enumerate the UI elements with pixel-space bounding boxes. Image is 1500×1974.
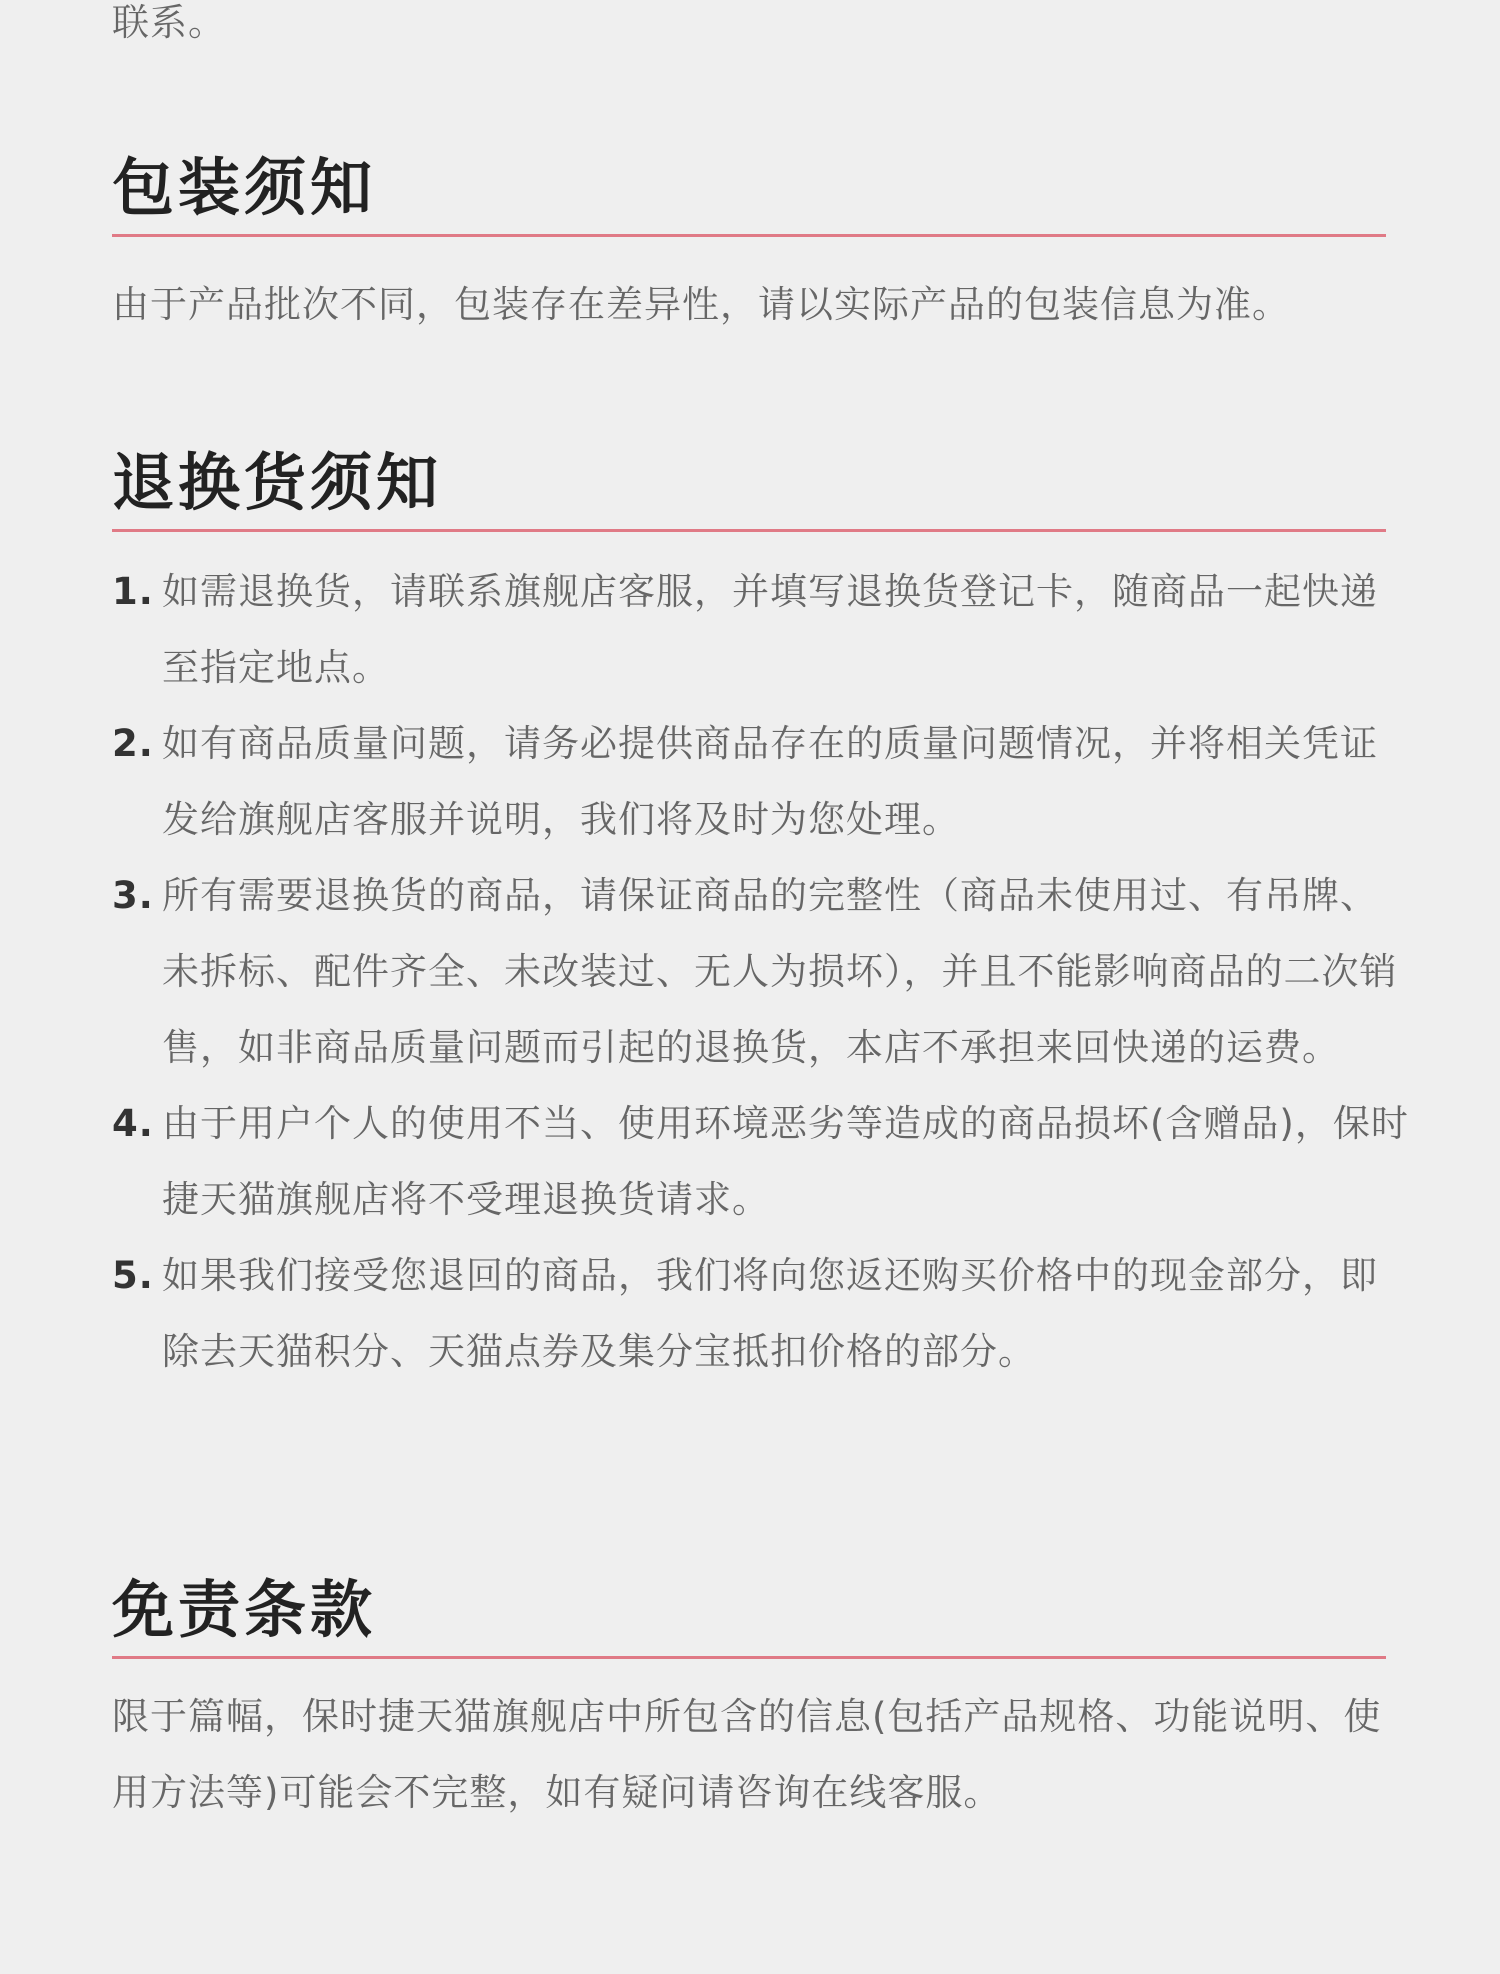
- rule-text: 如有商品质量问题，请务必提供商品存在的质量问题情况，并将相关凭证发给旗舰店客服并说明，我们将及时为您处理。: [162, 722, 1378, 841]
- return-rules-list: [112, 554, 1414, 1390]
- rule-number: 3.: [112, 874, 154, 917]
- section-divider: [112, 1656, 1386, 1659]
- return-rule-item: [112, 1238, 1414, 1390]
- disclaimer-section: [112, 1570, 1414, 1831]
- return-rule-item: [112, 1086, 1414, 1238]
- return-rule-item: [112, 706, 1414, 858]
- packing-notice-text: 由于产品批次不同，包装存在差异性，请以实际产品的包装信息为准。: [112, 283, 1290, 326]
- policy-content: [112, 0, 1414, 1814]
- rule-number: 2.: [112, 722, 154, 765]
- rule-text: 由于用户个人的使用不当、使用环境恶劣等造成的商品损坏(含赠品)，保时捷天猫旗舰店将不受理退换货请求。: [162, 1102, 1409, 1221]
- disclaimer-heading: 免责条款: [112, 1573, 377, 1646]
- disclaimer-text: 限于篇幅，保时捷天猫旗舰店中所包含的信息(包括产品规格、功能说明、使用方法等)可能会不完整，如有疑问请咨询在线客服。: [112, 1695, 1382, 1814]
- section-divider: [112, 529, 1386, 532]
- rule-number: 5.: [112, 1254, 154, 1297]
- previous-section-tail: 联系。: [112, 1, 226, 44]
- return-rule-item: [112, 554, 1414, 706]
- rule-number: 4.: [112, 1102, 154, 1145]
- return-policy-heading: 退换货须知: [112, 446, 443, 519]
- rule-number: 1.: [112, 570, 154, 613]
- return-policy-section: [112, 443, 1414, 1390]
- packing-notice-heading: 包装须知: [112, 151, 377, 224]
- rule-text: 如需退换货，请联系旗舰店客服，并填写退换货登记卡，随商品一起快递至指定地点。: [162, 570, 1378, 689]
- section-divider: [112, 234, 1386, 237]
- rule-text: 如果我们接受您退回的商品，我们将向您返还购买价格中的现金部分，即除去天猫积分、天猫点券及集分宝抵扣价格的部分。: [162, 1254, 1378, 1373]
- return-rule-item: [112, 858, 1414, 1086]
- rule-text: 所有需要退换货的商品，请保证商品的完整性（商品未使用过、有吊牌、未拆标、配件齐全、未改装过、无人为损坏），并且不能影响商品的二次销售，如非商品质量问题而引起的退换货，本店不承担来回快递的运费。: [162, 874, 1398, 1069]
- packing-notice-section: [112, 148, 1414, 343]
